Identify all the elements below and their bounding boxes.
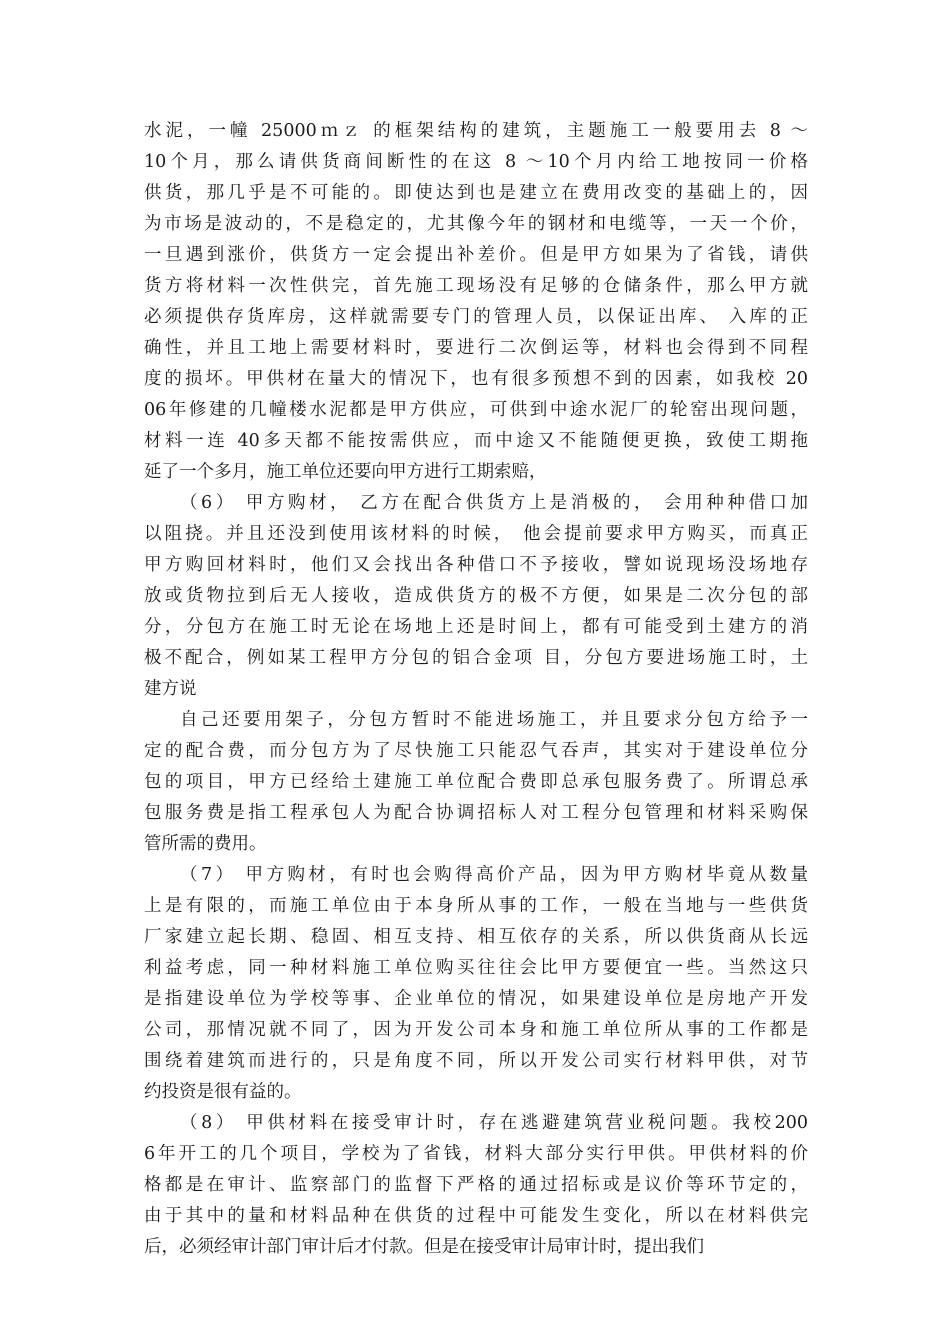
text-line: 围绕着建筑而进行的，只是角度不同，所以开发公司实行材料甲供，对节 xyxy=(144,1051,808,1071)
text-line: 格都是在审计、监察部门的监督下严格的通过招标或是议价等环节定的， xyxy=(144,1175,808,1195)
text-line: 度的损坏。甲供材在量大的情况下，也有很多预想不到的因素，如我校 20 xyxy=(144,369,808,389)
text-line: 定的配合费，而分包方为了尽快施工只能忍气吞声，其实对于建设单位分 xyxy=(144,741,808,761)
text-line: 包的项目，甲方已经给土建施工单位配合费即总承包服务费了。所谓总承 xyxy=(144,772,808,792)
paragraph xyxy=(144,860,808,1108)
text-line: 必须提供存货库房，这样就需要专门的管理人员，以保证出库、 入库的正 xyxy=(144,307,808,327)
text-line: 10个月，那么请供货商间断性的在这 8 ～10个月内给工地按同一价格 xyxy=(144,152,808,172)
text-line: （7） 甲方购材，有时也会购得高价产品，因为甲方购材毕竟从数量 xyxy=(180,865,808,885)
text-line: 建方说 xyxy=(144,679,197,699)
text-line: 上是有限的，而施工单位由于本身所从事的工作，一般在当地与一些供货 xyxy=(144,896,808,916)
text-line: 延了一个多月，施工单位还要向甲方进行工期索赔， xyxy=(144,462,547,482)
text-line: 是指建设单位为学校等事、企业单位的情况，如果建设单位是房地产开发 xyxy=(144,989,808,1009)
text-line: （6） 甲方购材， 乙方在配合供货方上是消极的， 会用种种借口加 xyxy=(180,493,808,513)
text-line: 极不配合，例如某工程甲方分包的铝合金项 目，分包方要进场施工时，土 xyxy=(144,648,808,668)
text-line: 约投资是很有益的。 xyxy=(144,1082,302,1102)
paragraph xyxy=(144,1108,808,1263)
text-line: 自己还要用架子，分包方暂时不能进场施工，并且要求分包方给予一 xyxy=(180,710,808,730)
text-line: 利益考虑，同一种材料施工单位购买往往会比甲方要便宜一些。当然这只 xyxy=(144,958,808,978)
paragraph xyxy=(144,705,808,860)
text-line: 包服务费是指工程承包人为配合协调招标人对工程分包管理和材料采购保 xyxy=(144,803,808,823)
text-line: 06年修建的几幢楼水泥都是甲方供应，可供到中途水泥厂的轮窑出现问题， xyxy=(144,400,808,420)
text-line: 一旦遇到涨价，供货方一定会提出补差价。但是甲方如果为了省钱，请供 xyxy=(144,245,808,265)
text-line: 确性，并且工地上需要材料时，要进行二次倒运等，材料也会得到不同程 xyxy=(144,338,808,358)
text-line: 货方将材料一次性供完，首先施工现场没有足够的仓储条件，那么甲方就 xyxy=(144,276,808,296)
text-line: 以阻挠。并且还没到使用该材料的时候， 他会提前要求甲方购买，而真正 xyxy=(144,524,808,544)
document-page xyxy=(144,116,808,1263)
text-line: 由于其中的量和材料品种在供货的过程中可能发生变化，所以在材料供完 xyxy=(144,1206,808,1226)
text-line: 厂家建立起长期、稳固、相互支持、相互依存的关系，所以供货商从长远 xyxy=(144,927,808,947)
text-line: 为市场是波动的，不是稳定的，尤其像今年的钢材和电缆等，一天一个价， xyxy=(144,214,808,234)
text-line: 6年开工的几个项目，学校为了省钱，材料大部分实行甲供。甲供材料的价 xyxy=(144,1144,808,1164)
text-line: 公司，那情况就不同了，因为开发公司本身和施工单位所从事的工作都是 xyxy=(144,1020,808,1040)
text-line: 水泥，一幢 25000ｍｚ 的框架结构的建筑，主题施工一般要用去 8 ～ xyxy=(144,121,808,141)
text-line: 分，分包方在施工时无论在场地上还是时间上，都有可能受到土建方的消 xyxy=(144,617,808,637)
text-line: 供货，那几乎是不可能的。即使达到也是建立在费用改变的基础上的，因 xyxy=(144,183,808,203)
text-line: 甲方购回材料时，他们又会找出各种借口不予接收，譬如说现场没场地存 xyxy=(144,555,808,575)
text-line: 管所需的费用。 xyxy=(144,834,267,854)
text-line: 放或货物拉到后无人接收，造成供货方的极不方便，如果是二次分包的部 xyxy=(144,586,808,606)
paragraph xyxy=(144,488,808,705)
text-line: 后，必须经审计部门审计后才付款。但是在接受审计局审计时，提出我们 xyxy=(144,1237,704,1257)
text-line: （8） 甲供材料在接受审计时，存在逃避建筑营业税问题。我校200 xyxy=(180,1113,808,1133)
body-text xyxy=(144,116,808,1263)
text-line: 材料一连 40多天都不能按需供应，而中途又不能随便更换，致使工期拖 xyxy=(144,431,808,451)
paragraph xyxy=(144,116,808,488)
